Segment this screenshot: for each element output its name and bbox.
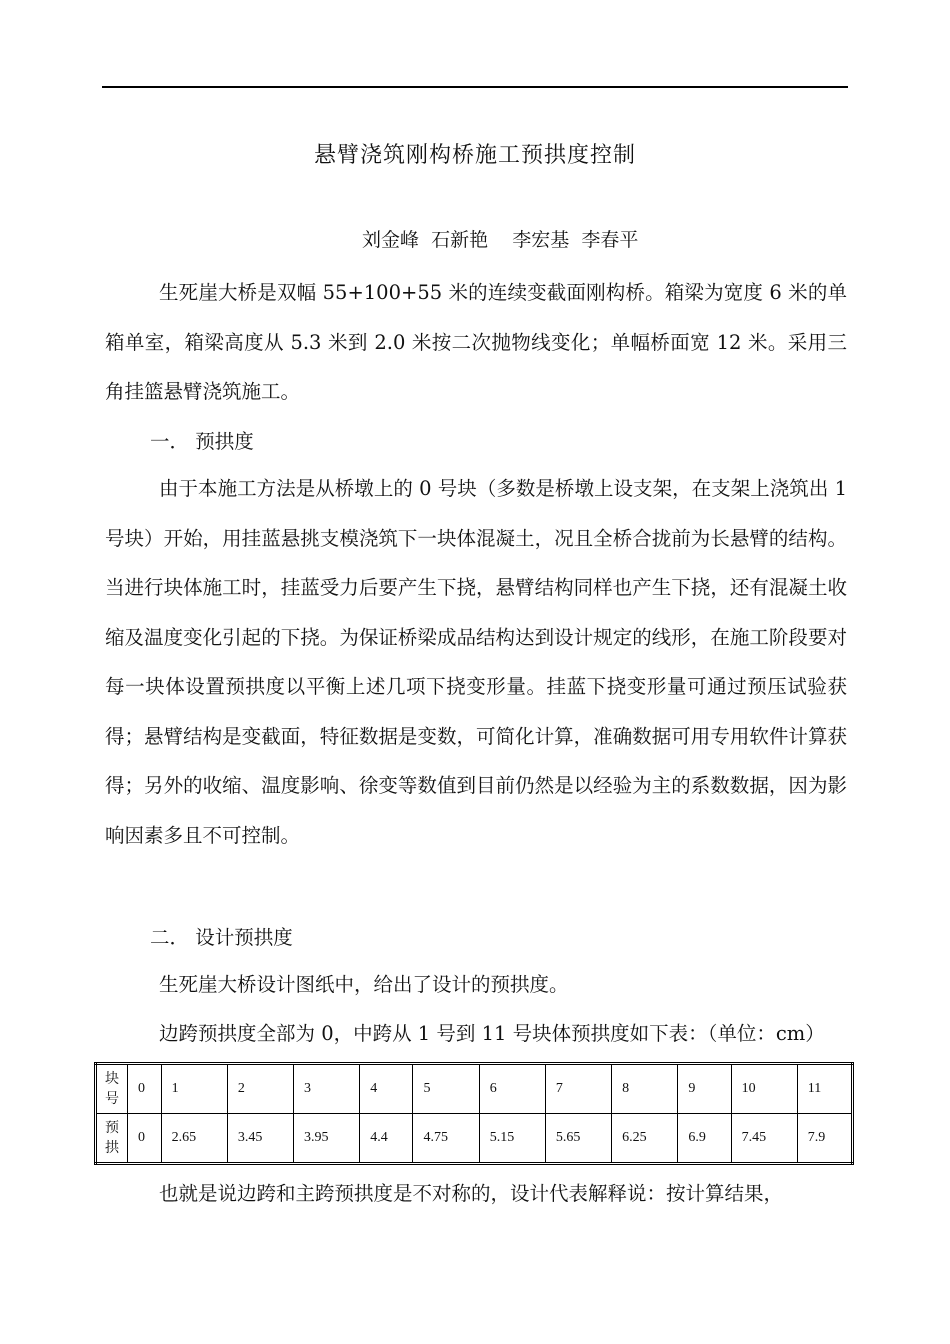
camber-cell: 3.95	[294, 1114, 360, 1164]
block-cell: 11	[797, 1064, 852, 1114]
table-intro-paragraph: 边跨预拱度全部为 0，中跨从 1 号到 11 号块体预拱度如下表：（单位：cm）	[159, 1022, 825, 1045]
camber-cell: 5.65	[545, 1114, 611, 1164]
camber-row	[96, 1114, 853, 1164]
block-number-header: 块号	[96, 1064, 128, 1114]
block-cell: 10	[731, 1064, 797, 1114]
section-2-heading: 二． 设计预拱度	[150, 926, 293, 949]
block-cell: 5	[413, 1064, 479, 1114]
camber-table	[94, 1062, 854, 1165]
closing-paragraph: 也就是说边跨和主跨预拱度是不对称的，设计代表解释说：按计算结果，	[159, 1182, 784, 1205]
header-rule	[102, 86, 848, 88]
section-2-paragraph: 生死崖大桥设计图纸中，给出了设计的预拱度。	[159, 973, 569, 996]
section-1-paragraph: 由于本施工方法是从桥墩上的 0 号块（多数是桥墩上设支架，在支架上浇筑出 1 号块）开始，用挂蓝悬挑支模浇筑下一块体混凝土，况且全桥合拢前为长悬臂的结构。当进行块体施工时，挂蓝受力后要产生下挠，悬臂结构同样也产生下挠，还有混凝土收缩及温度变化引起的下挠。为保证桥梁成品结构达到设计规定的线形，在施工阶段要对每一块体设置预拱度以平衡上述几项下挠变形量。挂蓝下挠变形量可通过预压试验获得；悬臂结构是变截面，特征数据是变数，可简化计算，准确数据可用专用软件计算获得；另外的收缩、温度影响、徐变等数值到目前仍然是以经验为主的系数数据，因为影响因素多且不可控制。	[105, 477, 847, 847]
block-cell: 4	[360, 1064, 413, 1114]
block-cell: 9	[678, 1064, 731, 1114]
camber-cell: 5.15	[479, 1114, 545, 1164]
block-cell: 1	[161, 1064, 227, 1114]
block-number-row	[96, 1064, 853, 1114]
camber-cell: 7.45	[731, 1114, 797, 1164]
block-cell: 7	[545, 1064, 611, 1114]
intro-paragraph: 生死崖大桥是双幅 55+100+55 米的连续变截面刚构桥。箱梁为宽度 6 米的单箱单室，箱梁高度从 5.3 米到 2.0 米按二次抛物线变化；单幅桥面宽 12 米。采用三角挂篮悬臂浇筑施工。	[105, 281, 847, 403]
camber-cell: 3.45	[227, 1114, 293, 1164]
block-cell: 6	[479, 1064, 545, 1114]
camber-cell: 6.25	[612, 1114, 678, 1164]
author-list: 刘金峰 石新艳 李宏基 李春平	[362, 229, 639, 251]
camber-cell: 4.75	[413, 1114, 479, 1164]
camber-cell: 6.9	[678, 1114, 731, 1164]
block-cell: 3	[294, 1064, 360, 1114]
camber-cell: 0	[128, 1114, 162, 1164]
camber-cell: 7.9	[797, 1114, 852, 1164]
block-cell: 2	[227, 1064, 293, 1114]
section-1-heading: 一． 预拱度	[150, 430, 254, 453]
block-cell: 8	[612, 1064, 678, 1114]
camber-header: 预拱	[96, 1114, 128, 1164]
camber-cell: 2.65	[161, 1114, 227, 1164]
camber-cell: 4.4	[360, 1114, 413, 1164]
block-cell: 0	[128, 1064, 162, 1114]
document-title: 悬臂浇筑刚构桥施工预拱度控制	[313, 143, 636, 168]
